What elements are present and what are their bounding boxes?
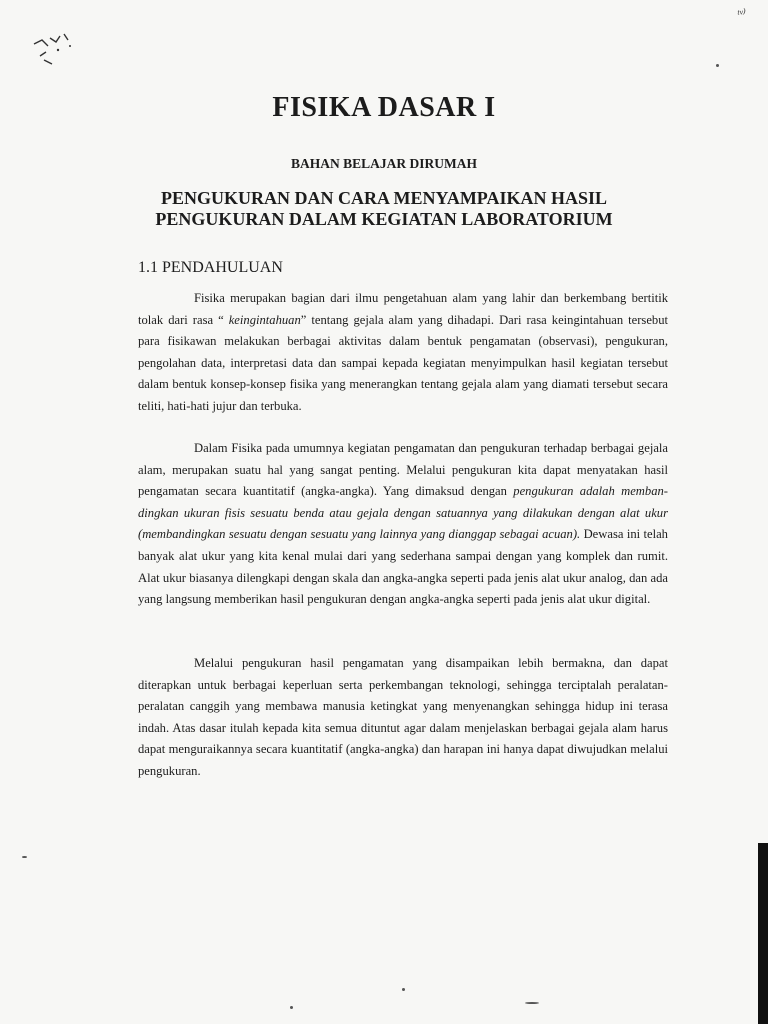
- paragraph-2: [138, 438, 668, 611]
- paragraph-1-text-b: ” tentang gejala alam yang dihadapi. Dari rasa keingintahuan tersebut para fisikawan melakukan berbagai aktivitas dalam bentuk pengamatan (observasi), pengukuran, pengolahan data, interpretasi data dan sampai kepada kegiatan menyimpulkan hasil kegiatan tersebut dalam bentuk konsep-konsep fisika yang menerangkan tentang gejala alam yang diamati tersebut secara teliti, hati-hati jujur dan terbuka.: [138, 312, 669, 413]
- paragraph-3-text: Melalui pengukuran hasil pengamatan yang disampaikan lebih bermakna, dan dapat diterapkan untuk berbagai keperluan serta perkembangan teknologi, sehingga terciptalah peralatan-peralatan canggih yang membawa manusia ketingkat yang menyenangkan sehingga hidup ini terasa indah. Atas dasar itulah kepada kita semua dituntut agar dalam menjelaskan berbagai gejala alam harus dapat menguraikannya secara kuantitatif (angka-angka) dan harapan ini hanya dapat diwujudkan melalui pengukuran.: [138, 656, 668, 778]
- handwritten-page-mark: ᵗᵛ⁾: [736, 5, 747, 22]
- section-title: 1.1 PENDAHULUAN: [138, 259, 283, 276]
- paragraph-1-italic: keingintahuan: [228, 312, 301, 327]
- scan-speck: [716, 64, 719, 67]
- margin-scribble: [30, 30, 90, 70]
- chapter-heading: [0, 188, 768, 230]
- paragraph-2-italic: pengukuran adalah memban-dingkan ukuran fisis sesuatu benda atau gejala dengan satuannya yang dilakukan dengan alat ukur (membandingkan sesuatu dengan sesuatu yang lainnya yang dianggap sebagai acuan).: [138, 484, 668, 542]
- scan-edge-bar: [758, 843, 768, 1024]
- scan-speck: [290, 1006, 293, 1009]
- document-subtitle: BAHAN BELAJAR DIRUMAH: [290, 156, 477, 171]
- paragraph-2-text-b: Dewasa ini telah banyak alat ukur yang kita kenal mulai dari yang sederhana sampai dengan yang komplek dan rumit. Alat ukur biasanya dilengkapi dengan skala dan angka-angka seperti pada jenis alat ukur analog, dan ada yang langsung memberikan hasil pengukuran dengan angka-angka seperti pada jenis alat ukur digital.: [138, 527, 668, 607]
- document-title: FISIKA DASAR I: [272, 92, 496, 123]
- chapter-heading-line-1: PENGUKURAN DAN CARA MENYAMPAIKAN HASIL: [160, 188, 607, 208]
- chapter-heading-line-2: PENGUKURAN DALAM KEGIATAN LABORATORIUM: [155, 209, 613, 229]
- paragraph-1-text-a: Fisika merupakan bagian dari ilmu pengetahuan alam yang lahir dan berkembang bertitik tolak dari rasa “: [138, 291, 668, 327]
- paragraph-1: [138, 288, 668, 418]
- scan-speck: [22, 856, 27, 858]
- scan-speck: [525, 1002, 539, 1004]
- paragraph-3: [138, 653, 668, 783]
- paragraph-2-text-a: Dalam Fisika pada umumnya kegiatan pengamatan dan pengukuran terhadap berbagai gejala alam, merupakan suatu hal yang sangat penting. Melalui pengukuran kita dapat menyatakan hasil pengamatan secara kuantitatif (angka-angka). Yang dimaksud dengan: [138, 441, 668, 499]
- scan-speck: [402, 988, 405, 991]
